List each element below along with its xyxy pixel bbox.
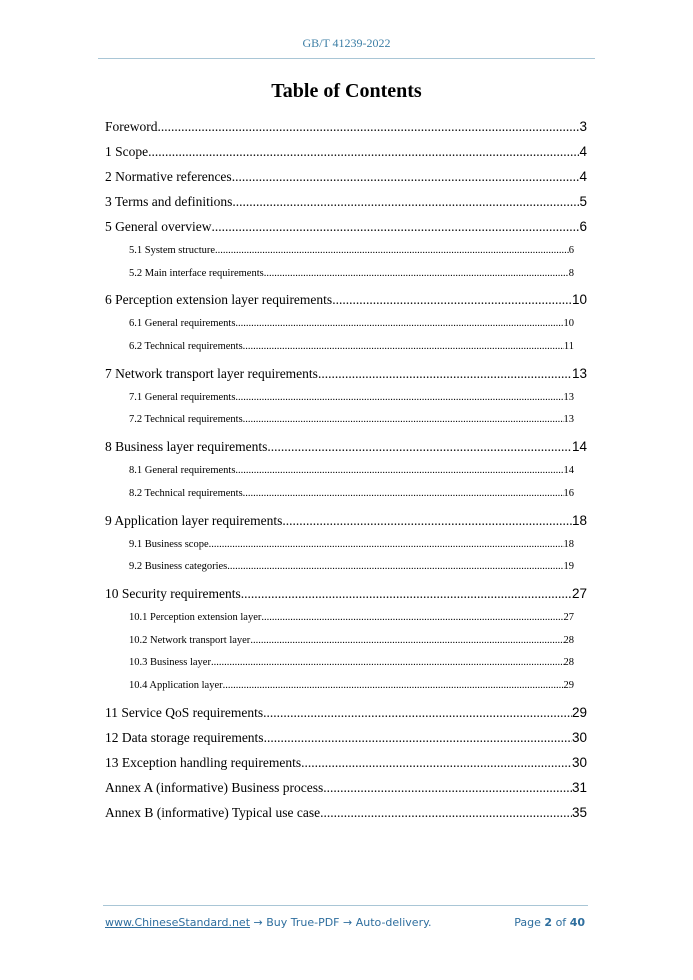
dot-leader: [235, 462, 563, 480]
toc-entry-title: 10.4 Application layer: [129, 679, 223, 691]
dot-leader: [318, 364, 572, 384]
toc-entry-page: 19: [563, 561, 574, 573]
dot-leader: [211, 654, 564, 672]
toc-entry[interactable]: [129, 609, 574, 632]
dot-leader: [232, 192, 579, 212]
footer-divider: [103, 905, 588, 906]
dot-leader: [243, 485, 564, 503]
toc-entry-title: 9.1 Business scope: [129, 538, 209, 550]
toc-entry[interactable]: [105, 192, 587, 217]
dot-leader: [301, 753, 572, 773]
toc-entry-title: 8 Business layer requirements: [105, 439, 268, 455]
toc-entry-page: 28: [563, 657, 574, 669]
toc-entry[interactable]: [129, 654, 574, 677]
toc-entry[interactable]: [105, 217, 587, 242]
toc-entry-title: 10 Security requirements: [105, 585, 241, 601]
toc-entry-page: 8: [568, 267, 574, 279]
toc-entry-page: 18: [563, 538, 574, 550]
table-of-contents: [105, 117, 587, 828]
toc-entry-title: 11 Service QoS requirements: [105, 704, 264, 720]
page-title: Table of Contents: [271, 80, 422, 102]
toc-entry-title: 1 Scope: [105, 144, 149, 159]
toc-entry[interactable]: [129, 265, 574, 288]
toc-entry-title: Foreword: [105, 119, 158, 134]
toc-entry-title: 7 Network transport layer requirements: [105, 365, 318, 381]
promo-text: → Buy True-PDF → Auto-delivery.: [250, 916, 432, 929]
toc-entry-page: 29: [571, 704, 587, 720]
dot-leader: [227, 558, 563, 576]
toc-entry-title: 3 Terms and definitions: [105, 194, 233, 209]
toc-entry[interactable]: [129, 558, 574, 581]
toc-entry-page: 31: [571, 779, 587, 795]
toc-entry-title: 8.1 General requirements: [129, 465, 236, 477]
toc-entry-title: 5.2 Main interface requirements: [129, 267, 264, 279]
toc-entry-title: Annex A (informative) Business process: [105, 779, 324, 795]
toc-entry-page: 35: [571, 804, 587, 820]
toc-entry-page: 10: [563, 318, 574, 330]
toc-entry[interactable]: [105, 437, 587, 462]
toc-entry-title: 10.1 Perception extension layer: [129, 611, 262, 623]
dot-leader: [264, 265, 569, 283]
toc-entry[interactable]: [105, 703, 587, 728]
header-divider: [98, 58, 595, 59]
toc-entry-title: 6.1 General requirements: [129, 318, 236, 330]
toc-entry-page: 3: [579, 119, 587, 134]
dot-leader: [243, 338, 564, 356]
toc-entry-page: 4: [579, 169, 587, 184]
dot-leader: [241, 584, 572, 604]
toc-entry-title: 6.2 Technical requirements: [129, 341, 243, 353]
dot-leader: [215, 242, 569, 260]
toc-entry-page: 28: [563, 634, 574, 646]
website-link[interactable]: www.ChineseStandard.net: [105, 916, 251, 929]
toc-entry[interactable]: [129, 632, 574, 655]
page-indicator: Page 2 of 40: [514, 916, 585, 929]
toc-entry-title: 6 Perception extension layer requirements: [105, 292, 333, 308]
toc-entry[interactable]: [105, 167, 587, 192]
toc-entry[interactable]: [129, 338, 574, 361]
dot-leader: [282, 511, 572, 531]
toc-entry-title: 5 General overview: [105, 219, 212, 234]
toc-entry-page: 30: [571, 754, 587, 770]
toc-entry-page: 11: [563, 341, 574, 353]
toc-entry-title: 7.1 General requirements: [129, 391, 236, 403]
dot-leader: [323, 778, 572, 798]
dot-leader: [267, 437, 572, 457]
dot-leader: [158, 117, 580, 137]
toc-entry[interactable]: [105, 511, 587, 536]
toc-entry-title: Annex B (informative) Typical use case: [105, 804, 321, 820]
toc-entry-title: 9.2 Business categories: [129, 561, 228, 573]
toc-entry[interactable]: [129, 411, 574, 434]
dot-leader: [332, 290, 572, 310]
toc-entry-page: 18: [571, 512, 587, 528]
toc-entry[interactable]: [105, 117, 587, 142]
toc-entry[interactable]: [105, 778, 587, 803]
toc-entry[interactable]: [129, 389, 574, 412]
toc-entry-page: 13: [563, 391, 574, 403]
toc-entry[interactable]: [105, 290, 587, 315]
document-code-header: GB/T 41239-2022: [302, 36, 391, 50]
toc-entry-page: 13: [571, 365, 587, 381]
toc-entry-page: 27: [571, 585, 587, 601]
toc-entry-title: 2 Normative references: [105, 169, 232, 184]
dot-leader: [264, 728, 572, 748]
toc-entry-title: 10.2 Network transport layer: [129, 634, 251, 646]
dot-leader: [261, 609, 563, 627]
toc-entry[interactable]: [105, 728, 587, 753]
toc-entry-page: 29: [563, 679, 574, 691]
footer: [105, 916, 585, 929]
toc-entry[interactable]: [129, 462, 574, 485]
toc-entry-page: 5: [579, 194, 587, 209]
dot-leader: [148, 142, 579, 162]
toc-entry-title: 9 Application layer requirements: [105, 512, 283, 528]
toc-entry[interactable]: [105, 803, 587, 828]
toc-entry-page: 14: [563, 465, 574, 477]
dot-leader: [223, 677, 564, 695]
toc-entry-page: 30: [571, 729, 587, 745]
toc-entry[interactable]: [129, 315, 574, 338]
toc-entry-title: 7.2 Technical requirements: [129, 414, 243, 426]
toc-entry-page: 27: [563, 611, 574, 623]
toc-entry-page: 6: [579, 219, 587, 234]
dot-leader: [209, 536, 564, 554]
toc-entry[interactable]: [105, 142, 587, 167]
toc-entry[interactable]: [129, 242, 574, 265]
toc-entry[interactable]: [105, 364, 587, 389]
toc-entry-title: 5.1 System structure: [129, 245, 216, 256]
toc-entry[interactable]: [105, 584, 587, 609]
toc-entry[interactable]: [105, 753, 587, 778]
dot-leader: [243, 411, 564, 429]
toc-entry-page: 16: [563, 487, 574, 499]
dot-leader: [232, 167, 580, 187]
toc-entry[interactable]: [129, 485, 574, 508]
toc-entry-title: 13 Exception handling requirements: [105, 754, 302, 770]
toc-entry[interactable]: [129, 536, 574, 559]
toc-entry-page: 13: [563, 414, 574, 426]
toc-entry-page: 4: [579, 144, 587, 159]
dot-leader: [235, 315, 563, 333]
dot-leader: [250, 632, 563, 650]
dot-leader: [263, 703, 572, 723]
dot-leader: [235, 389, 563, 407]
toc-entry-page: 6: [568, 245, 574, 256]
dot-leader: [211, 217, 579, 237]
toc-entry-title: 8.2 Technical requirements: [129, 487, 243, 499]
toc-entry-page: 10: [571, 292, 587, 308]
toc-entry[interactable]: [129, 677, 574, 700]
dot-leader: [320, 803, 572, 823]
toc-entry-page: 14: [571, 439, 587, 455]
toc-entry-title: 12 Data storage requirements: [105, 729, 264, 745]
toc-entry-title: 10.3 Business layer: [129, 657, 211, 669]
